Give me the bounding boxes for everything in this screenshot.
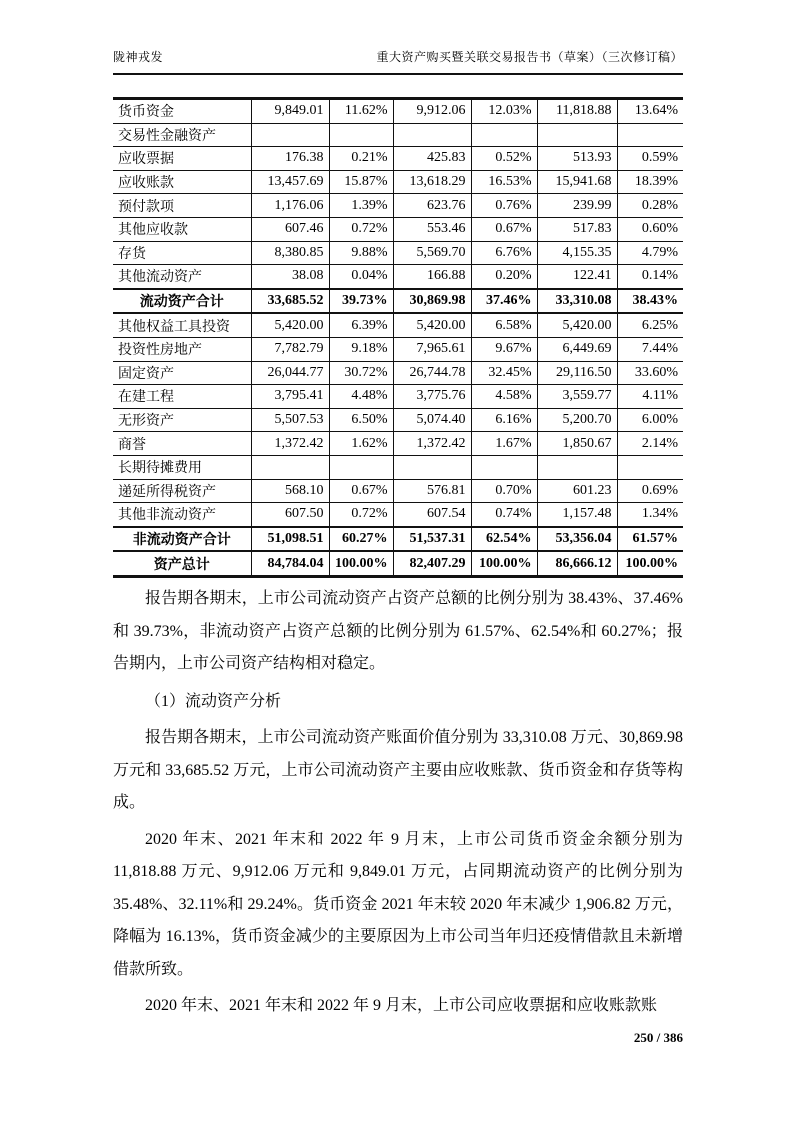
percent-cell: 1.39% [329, 194, 393, 218]
value-cell [251, 123, 329, 147]
percent-cell: 0.67% [329, 479, 393, 503]
percent-cell: 0.59% [617, 147, 683, 171]
value-cell: 607.50 [251, 503, 329, 527]
value-cell: 601.23 [537, 479, 617, 503]
value-cell: 29,116.50 [537, 361, 617, 385]
value-cell: 576.81 [393, 479, 471, 503]
row-label: 投资性房地产 [113, 337, 251, 361]
table-row [113, 432, 683, 456]
percent-cell: 9.88% [329, 241, 393, 265]
value-cell: 1,157.48 [537, 503, 617, 527]
table-row [113, 241, 683, 265]
value-cell [251, 455, 329, 479]
value-cell: 5,420.00 [251, 313, 329, 337]
percent-cell: 7.44% [617, 337, 683, 361]
percent-cell: 39.73% [329, 289, 393, 314]
value-cell: 13,457.69 [251, 170, 329, 194]
header-report-title: 重大资产购买暨关联交易报告书（草案）（三次修订稿） [376, 50, 683, 64]
percent-cell: 0.69% [617, 479, 683, 503]
row-label: 其他应收款 [113, 217, 251, 241]
value-cell: 4,155.35 [537, 241, 617, 265]
percent-cell: 37.46% [471, 289, 537, 314]
value-cell: 3,559.77 [537, 385, 617, 409]
table-row [113, 551, 683, 576]
row-label: 应收票据 [113, 147, 251, 171]
value-cell: 33,310.08 [537, 289, 617, 314]
body-text [113, 583, 683, 1023]
value-cell: 5,507.53 [251, 408, 329, 432]
row-label: 流动资产合计 [113, 289, 251, 314]
table-row [113, 147, 683, 171]
percent-cell: 4.79% [617, 241, 683, 265]
percent-cell: 0.70% [471, 479, 537, 503]
value-cell: 6,449.69 [537, 337, 617, 361]
row-label: 固定资产 [113, 361, 251, 385]
row-label: 商誉 [113, 432, 251, 456]
percent-cell: 2.14% [617, 432, 683, 456]
value-cell: 86,666.12 [537, 551, 617, 576]
value-cell: 1,372.42 [393, 432, 471, 456]
value-cell: 5,569.70 [393, 241, 471, 265]
percent-cell: 0.20% [471, 265, 537, 289]
percent-cell: 0.60% [617, 217, 683, 241]
percent-cell: 0.21% [329, 147, 393, 171]
value-cell: 513.93 [537, 147, 617, 171]
value-cell: 26,044.77 [251, 361, 329, 385]
value-cell: 553.46 [393, 217, 471, 241]
value-cell: 30,869.98 [393, 289, 471, 314]
percent-cell: 1.34% [617, 503, 683, 527]
percent-cell [617, 455, 683, 479]
value-cell: 7,782.79 [251, 337, 329, 361]
value-cell: 3,775.76 [393, 385, 471, 409]
table-row [113, 123, 683, 147]
value-cell: 176.38 [251, 147, 329, 171]
value-cell: 1,176.06 [251, 194, 329, 218]
value-cell: 166.88 [393, 265, 471, 289]
percent-cell: 0.28% [617, 194, 683, 218]
paragraph-cash-balance: 2020 年末、2021 年末和 2022 年 9 月末，上市公司货币资金余额分别为 11,818.88 万元、9,912.06 万元和 9,849.01 万元，占同期流动资产的比例分别为 35.48%、32.11%和 29.24%。货币资金 2021 年末较 2020 年末减少 1,906.82 万元，降幅为 16.13%，货币资金减少的主要原因为上市公司当年归还疫情借款且未新增借款所致。 [113, 830, 683, 978]
percent-cell: 16.53% [471, 170, 537, 194]
percent-cell: 6.50% [329, 408, 393, 432]
percent-cell: 100.00% [329, 551, 393, 576]
percent-cell: 1.62% [329, 432, 393, 456]
row-label: 货币资金 [113, 99, 251, 124]
value-cell: 239.99 [537, 194, 617, 218]
value-cell: 33,685.52 [251, 289, 329, 314]
value-cell [393, 123, 471, 147]
percent-cell: 61.57% [617, 527, 683, 552]
table-row [113, 385, 683, 409]
value-cell: 51,098.51 [251, 527, 329, 552]
value-cell: 9,849.01 [251, 99, 329, 124]
percent-cell [329, 455, 393, 479]
value-cell: 122.41 [537, 265, 617, 289]
row-label: 非流动资产合计 [113, 527, 251, 552]
percent-cell: 6.16% [471, 408, 537, 432]
percent-cell [471, 455, 537, 479]
page-header [113, 48, 683, 75]
percent-cell: 33.60% [617, 361, 683, 385]
percent-cell: 0.52% [471, 147, 537, 171]
percent-cell [471, 123, 537, 147]
percent-cell: 38.43% [617, 289, 683, 314]
value-cell [393, 455, 471, 479]
table-row [113, 527, 683, 552]
percent-cell: 15.87% [329, 170, 393, 194]
percent-cell: 18.39% [617, 170, 683, 194]
value-cell: 15,941.68 [537, 170, 617, 194]
row-label: 应收账款 [113, 170, 251, 194]
value-cell: 13,618.29 [393, 170, 471, 194]
row-label: 无形资产 [113, 408, 251, 432]
percent-cell: 30.72% [329, 361, 393, 385]
value-cell: 5,420.00 [537, 313, 617, 337]
value-cell: 84,784.04 [251, 551, 329, 576]
percent-cell: 32.45% [471, 361, 537, 385]
value-cell: 5,200.70 [537, 408, 617, 432]
asset-structure-table [113, 97, 683, 578]
row-label: 存货 [113, 241, 251, 265]
value-cell: 5,074.40 [393, 408, 471, 432]
percent-cell: 12.03% [471, 99, 537, 124]
percent-cell: 0.72% [329, 503, 393, 527]
row-label: 长期待摊费用 [113, 455, 251, 479]
table-row [113, 479, 683, 503]
value-cell: 517.83 [537, 217, 617, 241]
asset-table-body [113, 99, 683, 577]
percent-cell: 6.76% [471, 241, 537, 265]
value-cell: 425.83 [393, 147, 471, 171]
row-label: 预付款项 [113, 194, 251, 218]
percent-cell: 9.67% [471, 337, 537, 361]
percent-cell: 1.67% [471, 432, 537, 456]
table-row [113, 408, 683, 432]
table-row [113, 337, 683, 361]
paragraph-current-assets: 报告期各期末，上市公司流动资产账面价值分别为 33,310.08 万元、30,869.98 万元和 33,685.52 万元，上市公司流动资产主要由应收账款、货币资金和存货等构成。 [113, 729, 683, 811]
value-cell: 9,912.06 [393, 99, 471, 124]
percent-cell: 9.18% [329, 337, 393, 361]
table-row [113, 289, 683, 314]
percent-cell: 100.00% [617, 551, 683, 576]
percent-cell: 0.72% [329, 217, 393, 241]
table-row [113, 455, 683, 479]
row-label: 递延所得税资产 [113, 479, 251, 503]
table-row [113, 99, 683, 124]
header-company-name: 陇神戎发 [113, 50, 164, 64]
percent-cell: 6.39% [329, 313, 393, 337]
percent-cell: 0.04% [329, 265, 393, 289]
value-cell: 53,356.04 [537, 527, 617, 552]
percent-cell: 6.58% [471, 313, 537, 337]
percent-cell: 13.64% [617, 99, 683, 124]
page-number: 250 / 386 [633, 1030, 683, 1045]
row-label: 其他流动资产 [113, 265, 251, 289]
row-label: 其他权益工具投资 [113, 313, 251, 337]
value-cell: 1,372.42 [251, 432, 329, 456]
row-label: 资产总计 [113, 551, 251, 576]
row-label: 在建工程 [113, 385, 251, 409]
paragraph-receivables: 2020 年末、2021 年末和 2022 年 9 月末，上市公司应收票据和应收账款账 [145, 997, 658, 1014]
row-label: 交易性金融资产 [113, 123, 251, 147]
page-footer [113, 1030, 683, 1046]
value-cell: 623.76 [393, 194, 471, 218]
value-cell: 1,850.67 [537, 432, 617, 456]
percent-cell: 6.00% [617, 408, 683, 432]
value-cell [537, 455, 617, 479]
value-cell: 607.46 [251, 217, 329, 241]
percent-cell: 100.00% [471, 551, 537, 576]
row-label: 其他非流动资产 [113, 503, 251, 527]
percent-cell: 0.74% [471, 503, 537, 527]
value-cell: 5,420.00 [393, 313, 471, 337]
section-heading-current-assets: （1）流动资产分析 [145, 692, 282, 710]
value-cell: 51,537.31 [393, 527, 471, 552]
paragraph-asset-ratio: 报告期各期末，上市公司流动资产占资产总额的比例分别为 38.43%、37.46%和 39.73%，非流动资产占资产总额的比例分别为 61.57%、62.54%和 60.27%；报告期内，上市公司资产结构相对稳定。 [113, 590, 683, 672]
percent-cell: 0.14% [617, 265, 683, 289]
percent-cell: 0.67% [471, 217, 537, 241]
value-cell: 568.10 [251, 479, 329, 503]
table-row [113, 217, 683, 241]
percent-cell [617, 123, 683, 147]
value-cell: 11,818.88 [537, 99, 617, 124]
percent-cell: 4.11% [617, 385, 683, 409]
percent-cell: 62.54% [471, 527, 537, 552]
table-row [113, 265, 683, 289]
percent-cell: 4.58% [471, 385, 537, 409]
percent-cell: 4.48% [329, 385, 393, 409]
value-cell: 607.54 [393, 503, 471, 527]
percent-cell: 60.27% [329, 527, 393, 552]
value-cell: 26,744.78 [393, 361, 471, 385]
percent-cell [329, 123, 393, 147]
percent-cell: 11.62% [329, 99, 393, 124]
table-row [113, 361, 683, 385]
value-cell: 3,795.41 [251, 385, 329, 409]
table-row [113, 503, 683, 527]
value-cell: 38.08 [251, 265, 329, 289]
percent-cell: 0.76% [471, 194, 537, 218]
value-cell [537, 123, 617, 147]
value-cell: 82,407.29 [393, 551, 471, 576]
table-row [113, 194, 683, 218]
percent-cell: 6.25% [617, 313, 683, 337]
table-row [113, 313, 683, 337]
table-row [113, 170, 683, 194]
value-cell: 7,965.61 [393, 337, 471, 361]
value-cell: 8,380.85 [251, 241, 329, 265]
